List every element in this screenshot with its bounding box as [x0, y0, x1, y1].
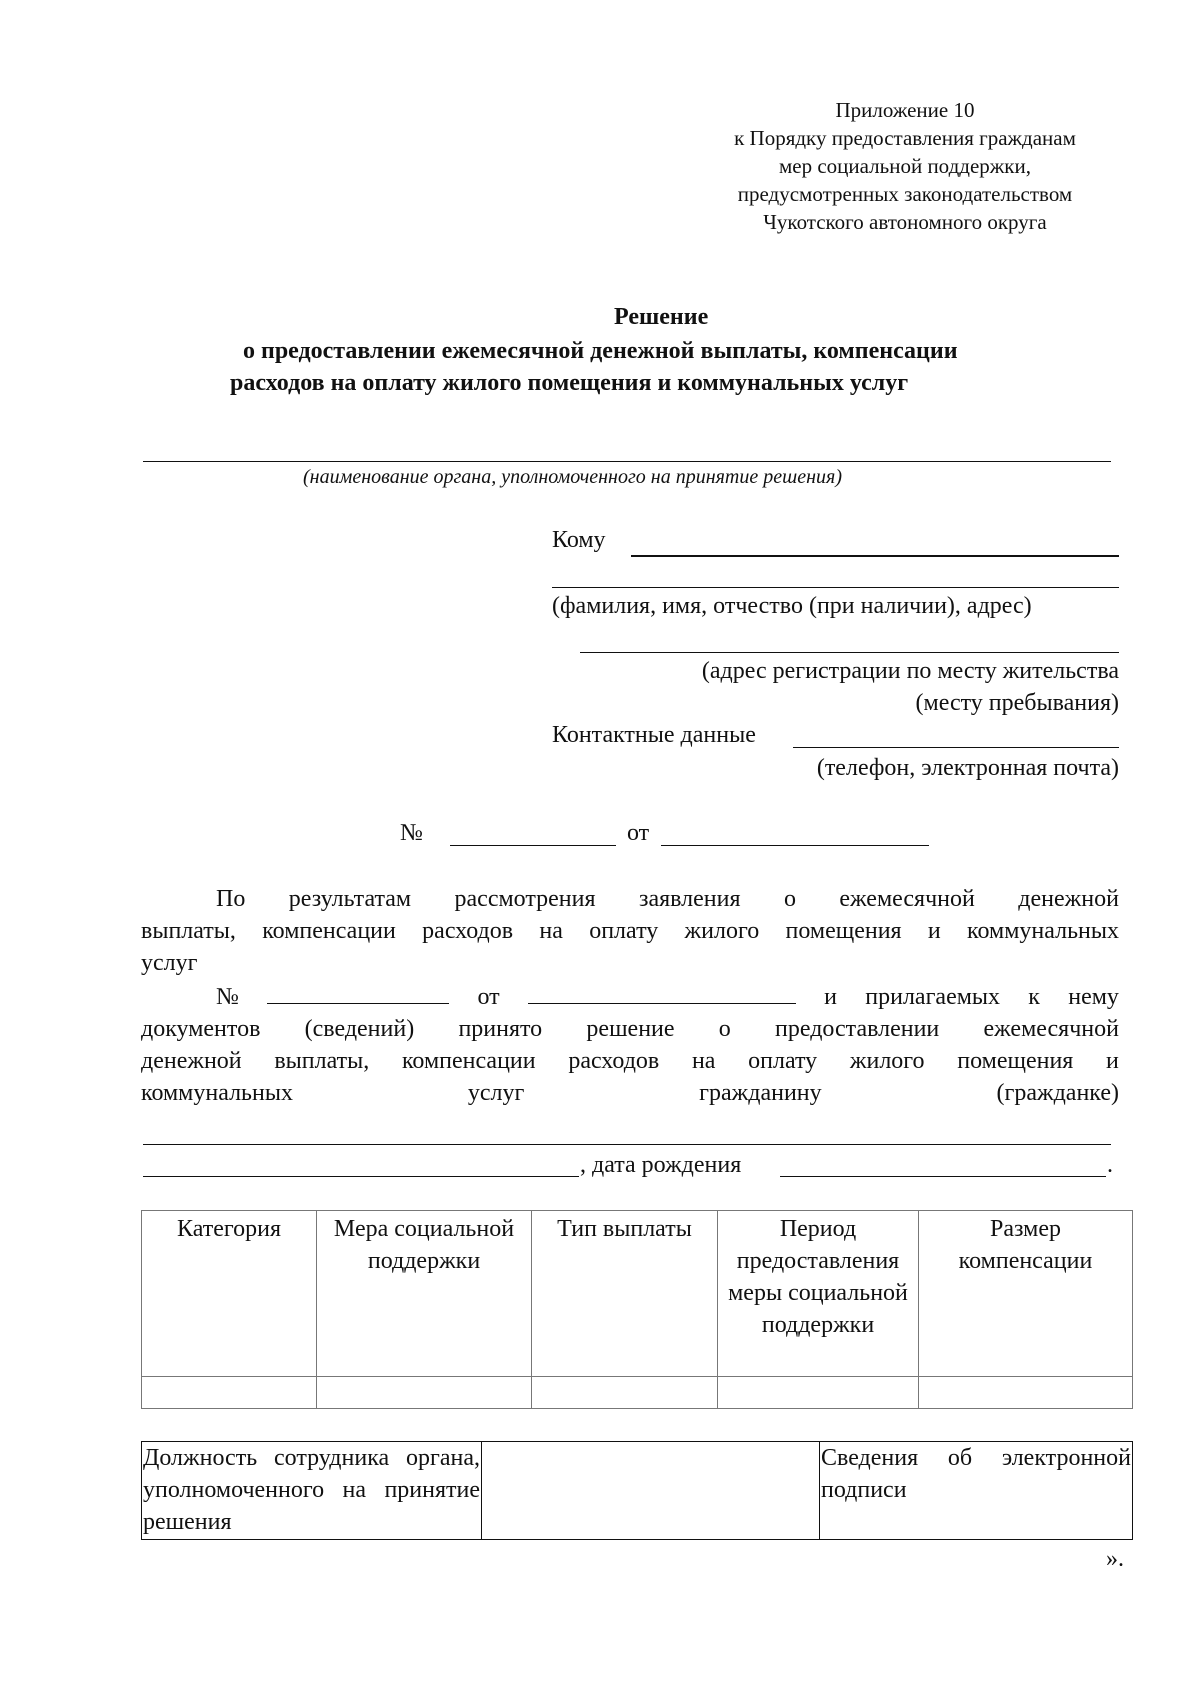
table-cell[interactable] [919, 1377, 1133, 1409]
recipient-address-line[interactable] [552, 587, 1119, 588]
column-header-amount: Размер компенсации [919, 1211, 1133, 1377]
table-cell[interactable] [317, 1377, 532, 1409]
appendix-line: Чукотского автономного округа [763, 210, 1047, 234]
appendix-header [690, 96, 1120, 236]
registration-caption: (месту пребывания) [915, 690, 1119, 716]
table-header-row [142, 1211, 1133, 1377]
decision-body [141, 883, 1119, 1109]
application-number-field[interactable] [267, 979, 449, 1004]
body-line: По результатам рассмотрения заявления о ежемесячной денежной [216, 886, 1119, 912]
appendix-line: Приложение 10 [835, 98, 975, 122]
authority-caption: (наименование органа, уполномоченного на принятие решения) [303, 466, 842, 488]
document-title: Решение [614, 304, 709, 330]
body-line: коммунальных услуг гражданину (гражданке) [141, 1080, 1119, 1106]
column-header-period: Период предоставления меры социальной поддержки [718, 1211, 919, 1377]
decision-number-field[interactable] [450, 845, 616, 846]
electronic-signature-cell: Сведения об электронной подписи [820, 1442, 1133, 1540]
column-header-category: Категория [142, 1211, 317, 1377]
contact-caption: (телефон, электронная почта) [816, 755, 1119, 781]
contact-data-field[interactable] [793, 747, 1119, 748]
body-line: услуг [141, 950, 198, 976]
appendix-line: к Порядку предоставления гражданам [734, 126, 1076, 150]
citizen-name-line[interactable] [143, 1144, 1111, 1145]
table-row [142, 1377, 1133, 1409]
document-subtitle-line: расходов на оплату жилого помещения и коммунальных услуг [230, 370, 909, 396]
column-header-measure: Мера социальной поддержки [317, 1211, 532, 1377]
body-line: документов (сведений) принято решение о предоставлении ежемесячной [141, 1016, 1119, 1042]
number-sign: № [400, 820, 423, 846]
authority-name-line[interactable] [143, 461, 1111, 462]
contact-label: Контактные данные [552, 722, 756, 748]
table-cell[interactable] [532, 1377, 718, 1409]
body-line: № от и прилагаемых к нему [141, 979, 1119, 1013]
table-cell[interactable] [142, 1377, 317, 1409]
birth-date-field[interactable] [780, 1176, 1106, 1177]
recipient-name-field[interactable] [631, 555, 1119, 557]
body-line: денежной выплаты, компенсации расходов на оплату жилого помещения и [141, 1048, 1119, 1074]
signature-row [142, 1442, 1133, 1540]
fio-caption: (фамилия, имя, отчество (при наличии), адрес) [552, 593, 1032, 619]
appendix-line: мер социальной поддержки, [779, 154, 1031, 178]
decision-date-field[interactable] [661, 845, 929, 846]
registration-caption: (адрес регистрации по месту жительства [701, 658, 1119, 684]
document-subtitle-line: о предоставлении ежемесячной денежной выплаты, компенсации [243, 338, 958, 364]
appendix-line: предусмотренных законодательством [737, 182, 1073, 206]
application-date-field[interactable] [528, 979, 796, 1004]
to-label: Кому [552, 527, 606, 553]
signature-table [141, 1441, 1133, 1540]
table-cell[interactable] [718, 1377, 919, 1409]
end-dot: . [1107, 1152, 1113, 1178]
registration-address-line[interactable] [580, 652, 1119, 653]
signature-middle-cell[interactable] [482, 1442, 820, 1540]
body-line: выплаты, компенсации расходов на оплату жилого помещения и коммунальных [141, 918, 1119, 944]
citizen-name-line-2[interactable] [143, 1176, 579, 1177]
birth-date-label: , дата рождения [580, 1152, 742, 1178]
support-measures-table [141, 1210, 1133, 1409]
column-header-payment-type: Тип выплаты [532, 1211, 718, 1377]
employee-position-cell: Должность сотрудника органа, уполномоченного на принятие решения [142, 1442, 482, 1540]
from-label: от [627, 820, 650, 846]
closing-quote: ». [1106, 1546, 1124, 1572]
